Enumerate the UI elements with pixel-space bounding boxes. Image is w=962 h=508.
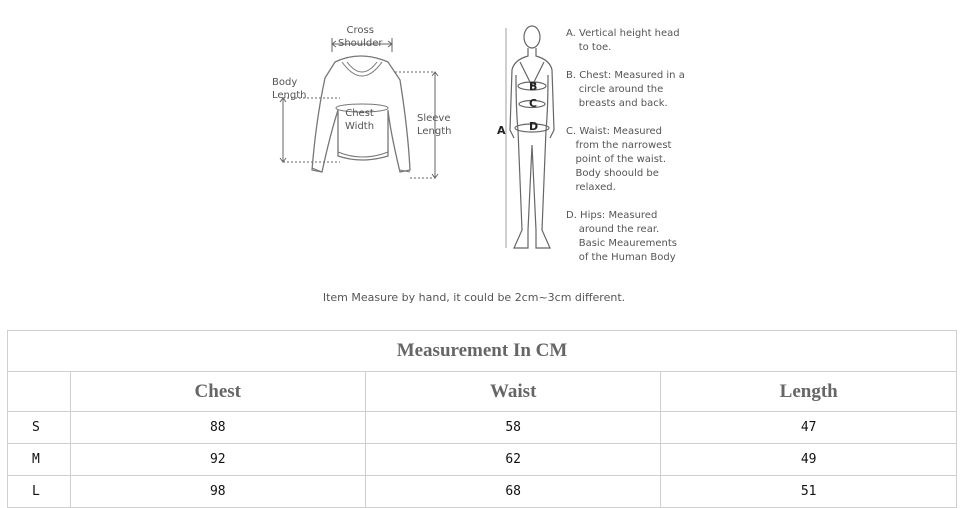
- table-header-row: [8, 372, 957, 412]
- body-length-label: Body Length: [272, 77, 307, 101]
- note-a: A. Vertical height head to toe.: [566, 28, 680, 53]
- measure-note: Item Measure by hand, it could be 2cm~3cm different.: [322, 291, 626, 304]
- note-d: D. Hips: Measured around the rear. Basic Meaurements of the Human Body: [566, 210, 678, 263]
- length-cell: 47: [661, 412, 957, 444]
- chest-cell: 88: [70, 412, 365, 444]
- size-cell: S: [8, 412, 71, 444]
- size-table: [7, 330, 957, 508]
- sleeve-length-label: Sleeve Length: [417, 113, 452, 137]
- size-cell: L: [8, 476, 71, 508]
- chest-width-label: Chest Width: [345, 108, 375, 132]
- waist-cell: 62: [365, 444, 660, 476]
- waist-cell: 68: [365, 476, 660, 508]
- cross-shoulder-label: Cross Shoulder: [338, 25, 383, 49]
- size-cell: M: [8, 444, 71, 476]
- marker-d: D: [529, 120, 539, 133]
- header-length: Length: [661, 372, 957, 412]
- header-chest: Chest: [70, 372, 365, 412]
- marker-b: B: [529, 80, 538, 93]
- note-b: B. Chest: Measured in a circle around the breasts and back.: [566, 70, 685, 109]
- chest-cell: 98: [70, 476, 365, 508]
- header-size: [8, 372, 71, 412]
- table-caption: Measurement In CM: [8, 331, 957, 372]
- length-cell: 49: [661, 444, 957, 476]
- note-c: C. Waist: Measured from the narrowest point of the waist. Body shoould be relaxed.: [566, 126, 672, 193]
- table-row: [8, 476, 957, 508]
- waist-cell: 58: [365, 412, 660, 444]
- header-waist: Waist: [365, 372, 660, 412]
- body-figure-diagram: [500, 20, 560, 255]
- marker-a: A: [497, 124, 506, 137]
- marker-c: C: [529, 97, 538, 110]
- table-row: [8, 444, 957, 476]
- table-row: [8, 412, 957, 444]
- chest-cell: 92: [70, 444, 365, 476]
- length-cell: 51: [661, 476, 957, 508]
